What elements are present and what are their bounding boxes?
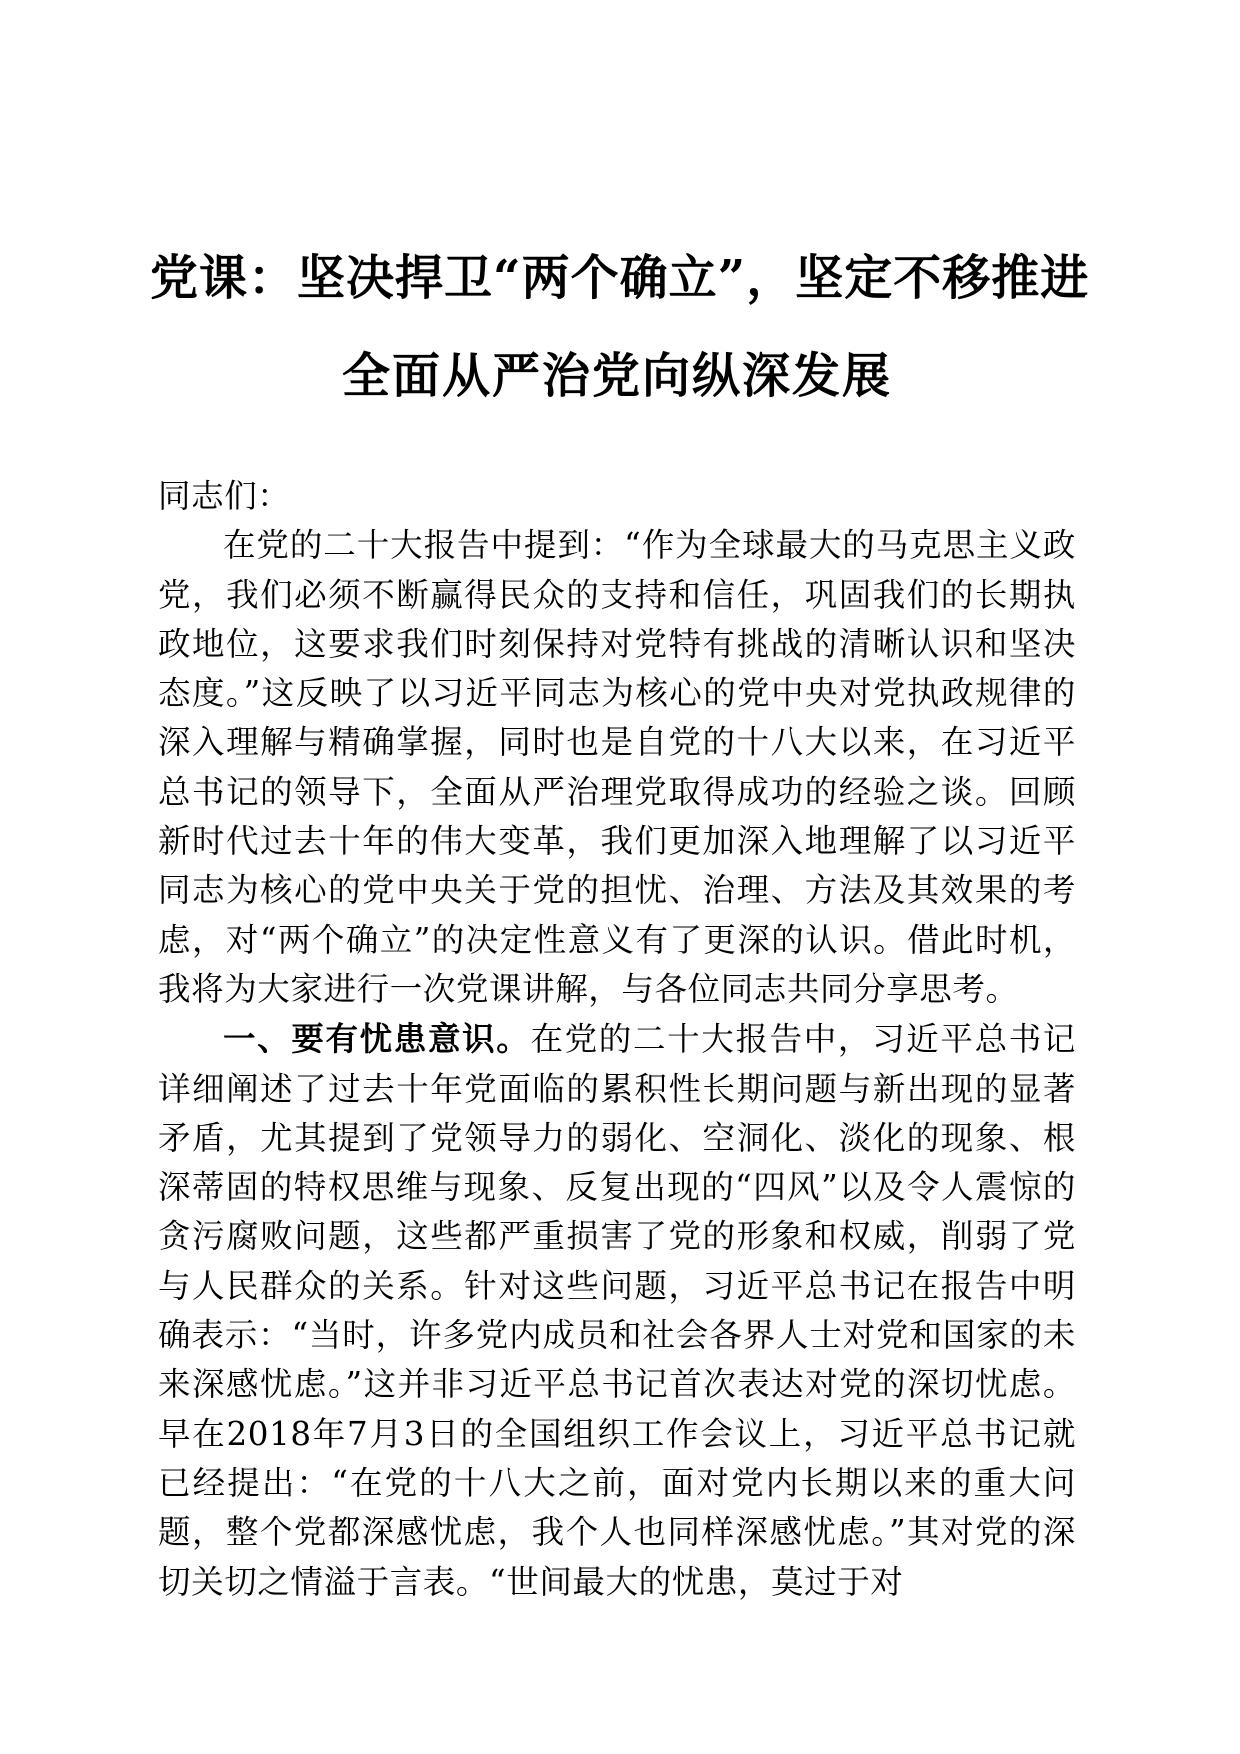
paragraph-intro: 在党的二十大报告中提到：“作为全球最大的马克思主义政党，我们必须不断赢得民众的支持和信任，巩固我们的长期执政地位，这要求我们时刻保持对党特有挑战的清晰认识和坚决态度。”这反映了以习近平同志为核心的党中央对党执政规律的深入理解与精确掌握，同时也是自党的十八大以来，在习近平总书记的领导下，全面从严治理党取得成功的经验之谈。回顾新时代过去十年的伟大变革，我们更加深入地理解了以习近平同志为核心的党中央关于党的担忧、治理、方法及其效果的考虑，对“两个确立”的决定性意义有了更深的认识。借此时机，我将为大家进行一次党课讲解，与各位同志共同分享思考。 [158,526,1076,1008]
document-title-line-1: 党课：坚决捍卫“两个确立”，坚定不移推进 [150,250,1090,306]
paragraph-section-1 [158,1014,1076,1607]
greeting: 同志们： [158,477,291,515]
section-1-text: 在党的二十大报告中，习近平总书记详细阐述了过去十年党面临的累积性长期问题与新出现的显著矛盾，尤其提到了党领导力的弱化、空洞化、淡化的现象、根深蒂固的特权思维与现象、反复出现的“四风”以及令人震惊的贪污腐败问题，这些都严重损害了党的形象和权威，削弱了党与人民群众的关系。针对这些问题，习近平总书记在报告中明确表示：“当时，许多党内成员和社会各界人士对党和国家的未来深感忧虑。”这并非习近平总书记首次表达对党的深切忧虑。早在2018年7月3日的全国组织工作会议上，习近平总书记就已经提出：“在党的十八大之前，面对党内长期以来的重大问题，整个党都深感忧虑，我个人也同样深感忧虑。”其对党的深切关切之情溢于言表。“世间最大的忧患，莫过于对 [158,1020,1076,1601]
section-1-heading: 一、要有忧患意识。 [223,1019,531,1059]
document-title-line-2: 全面从严治党向纵深发展 [341,348,892,404]
document-body [158,472,1076,1607]
